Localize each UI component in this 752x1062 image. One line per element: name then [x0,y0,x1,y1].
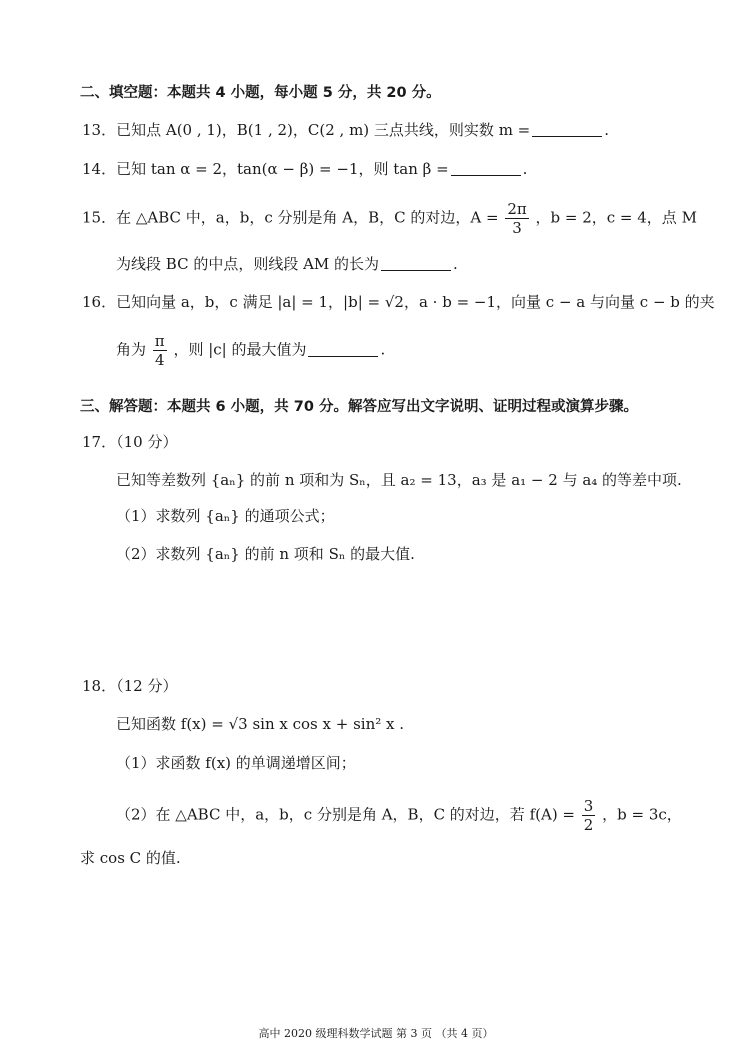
question-16-text-line-2: 角为 [116,340,147,359]
question-16-text: 16．已知向量 a，b，c 满足 |a| = 1，|b| = √2，a · b = −1，向量 c − a 与向量 c − b 的夹 [82,293,715,311]
denominator: 4 [154,351,165,369]
question-13 [82,120,609,140]
question-15-text-line-2: 为线段 BC 的中点，则线段 AM 的长为 [116,255,380,273]
question-16-text-cont: ，则 |c| 的最大值为 [173,340,307,359]
section-heading-solutions: 三、解答题：本题共 6 小题，共 70 分。解答应写出文字说明、证明过程或演算步骤。 [80,399,638,415]
question-18-part-2-cont: ，b = 3c， [602,805,682,824]
question-14 [82,159,527,179]
numerator: 2π [507,200,527,218]
question-17-title: 17．（10 分） [82,433,178,451]
question-13-text: 13．已知点 A(0 , 1)，B(1 , 2)，C(2 , m) 三点共线，则实数 m = [82,121,531,139]
fraction [505,200,528,237]
denominator: 2 [583,816,594,834]
page-footer: 高中 2020 级理科数学试题 第 3 页 （共 4 页） [258,1027,494,1040]
question-18-part-1: （1）求函数 f(x) 的单调递增区间； [116,754,356,772]
question-15-end: . [453,255,458,273]
question-14-end: . [522,160,528,178]
question-15-text-cont: ，b = 2，c = 4，点 M [535,208,697,227]
question-15-line-1 [82,200,697,237]
question-16-line-1 [82,292,715,312]
question-18-part-2-text: （2）在 △ABC 中，a，b，c 分别是角 A，B，C 的对边，若 f(A) = [116,805,576,824]
section-heading-fill-in: 二、填空题：本题共 4 小题，每小题 5 分，共 20 分。 [80,85,441,101]
fraction [153,332,167,369]
question-17-part-1: （1）求数列 {aₙ} 的通项公式； [116,507,335,525]
question-18-title: 18．（12 分） [82,677,178,695]
answer-blank[interactable] [381,256,451,271]
fraction [582,797,596,834]
question-17-part-2: （2）求数列 {aₙ} 的前 n 项和 Sₙ 的最大值. [116,545,415,563]
question-16-end: . [380,340,386,359]
numerator: 3 [583,797,594,815]
denominator: 3 [512,219,522,237]
answer-blank[interactable] [532,122,602,137]
question-18-stem: 已知函数 f(x) = √3 sin x cos x + sin² x . [116,715,405,733]
answer-blank[interactable] [451,161,521,176]
question-13-end: . [604,121,610,139]
question-17-stem: 已知等差数列 {aₙ} 的前 n 项和为 Sₙ，且 a₂ = 13，a₃ 是 a₁ − 2 与 a₄ 的等差中项. [116,471,682,489]
question-15-line-2 [116,254,458,274]
question-18-part-2 [116,797,682,834]
numerator: π [154,332,165,350]
question-18-part-2-line-2: 求 cos C 的值. [80,849,181,867]
answer-blank[interactable] [308,342,378,357]
question-14-text: 14．已知 tan α = 2，tan(α − β) = −1，则 tan β = [82,160,449,178]
question-16-line-2 [116,332,385,369]
question-15-text: 15．在 △ABC 中，a，b，c 分别是角 A，B，C 的对边，A = [82,208,499,227]
